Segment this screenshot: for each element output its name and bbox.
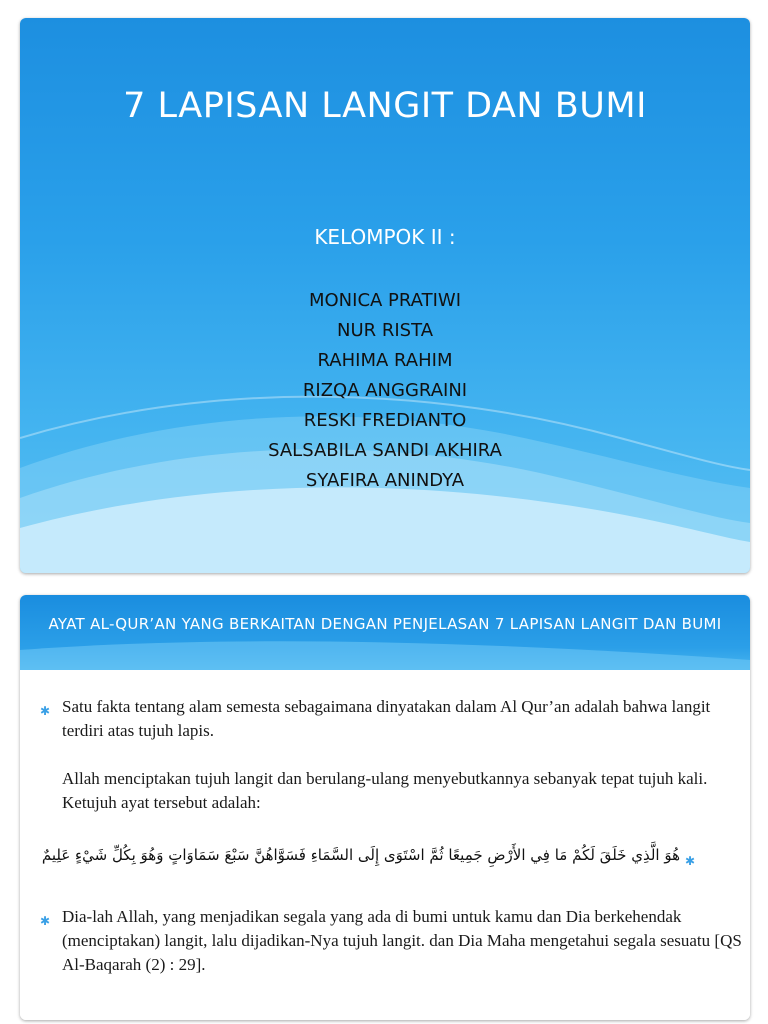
bullet-icon: ✱: [685, 854, 696, 868]
member-list: [20, 286, 750, 496]
title-slide: [20, 18, 750, 573]
slide-title: AYAT AL-QUR’AN YANG BERKAITAN DENGAN PENJELASAN 7 LAPISAN LANGIT DAN BUMI: [48, 615, 722, 633]
member-name: SALSABILA SANDI AKHIRA: [268, 440, 502, 461]
paragraph: Satu fakta tentang alam semesta sebagaimana dinyatakan dalam Al Qur’an adalah bahwa langit terdiri atas tujuh lapis.: [62, 697, 711, 740]
member-name: NUR RISTA: [336, 320, 434, 341]
slide-header: [20, 595, 750, 670]
paragraph: Allah menciptakan tujuh langit dan berulang-ulang menyebutkannya sebanyak tepat tujuh kali. Ketujuh ayat tersebut adalah:: [62, 769, 708, 812]
group-label: KELOMPOK II :: [314, 225, 456, 249]
member-name: RESKI FREDIANTO: [303, 410, 467, 431]
paragraph: Dia-lah Allah, yang menjadikan segala yang ada di bumi untuk kamu dan Dia berkehendak (menciptakan) langit, lalu dijadikan-Nya tujuh langit. dan Dia Maha mengetahui segala sesuatu [QS Al-Baqarah (2) : 29].: [62, 907, 742, 974]
bullet-icon: ✱: [40, 704, 51, 718]
content-slide: [20, 595, 750, 1020]
member-name: SYAFIRA ANINDYA: [305, 470, 465, 491]
slide-title: 7 LAPISAN LANGIT DAN BUMI: [123, 86, 647, 126]
member-name: RAHIMA RAHIM: [317, 350, 453, 371]
bullet-icon: ✱: [40, 914, 51, 928]
member-name: RIZQA ANGGRAINI: [302, 380, 468, 401]
arabic-verse: هُوَ الَّذِي خَلَقَ لَكُمْ مَا فِي الأَرْضِ جَمِيعًا ثُمَّ اسْتَوَى إِلَى السَّمَاءِ فَسَوَّاهُنَّ سَبْعَ سَمَاوَاتٍ وَهُوَ بِكُلِّ شَيْءٍ عَلِيمٌ: [41, 846, 680, 864]
member-name: MONICA PRATIWI: [308, 290, 462, 311]
